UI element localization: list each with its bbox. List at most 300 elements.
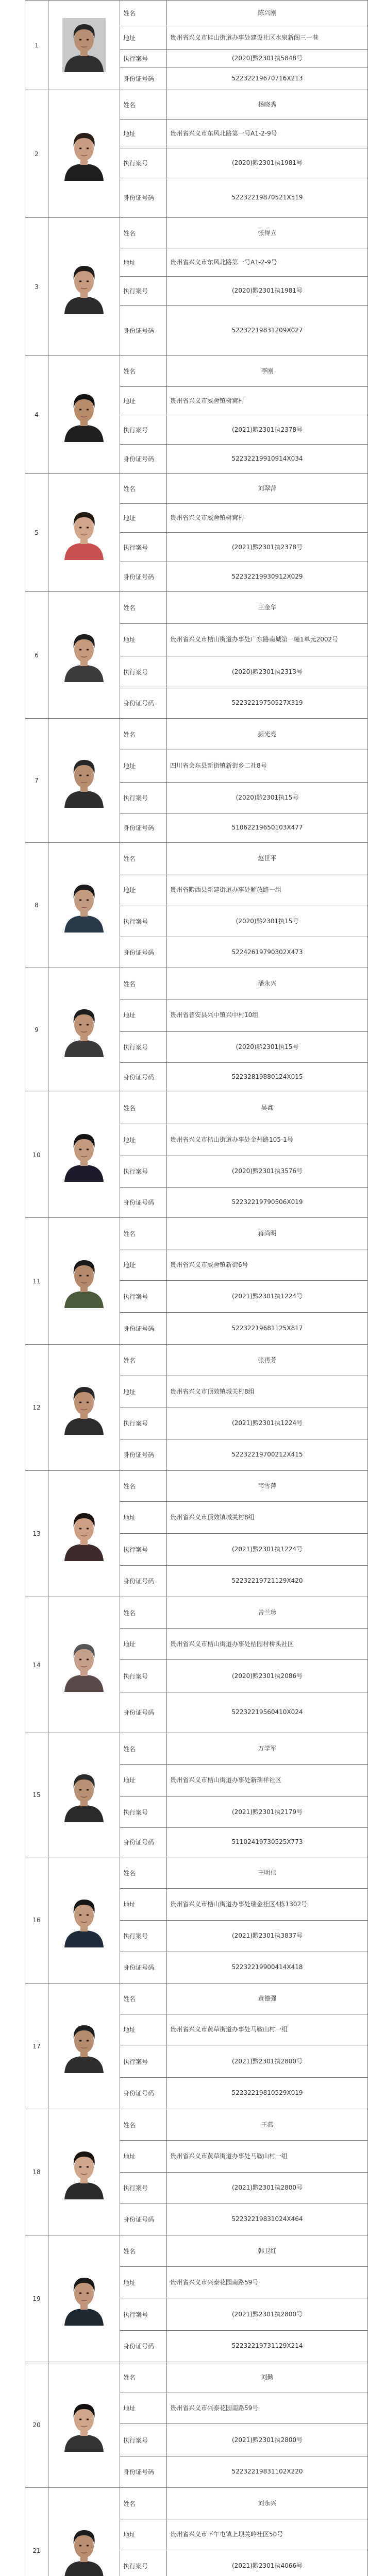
field-value-address [167,1765,368,1797]
field-value-case-no [167,2298,368,2330]
value-text: (2020)黔2301执15号 [236,917,299,925]
record-row-name [25,1733,368,1765]
portrait-photo [62,1381,106,1435]
field-value-case-no [167,906,368,937]
value-text: (2020)黔2301执3576号 [232,1167,303,1175]
field-label-case-no: 执行案号 [120,2172,167,2204]
portrait-cell [48,1857,120,1984]
field-label-id-no: 身份证号码 [120,813,167,842]
field-label-name: 姓名 [120,1857,167,1889]
value-text: (2020)黔2301执2313号 [232,668,303,675]
portrait-photo [62,506,106,560]
value-text: 52232219700212X415 [231,1451,303,1459]
field-value-address [167,1889,368,1920]
field-label-name: 姓名 [120,1471,167,1502]
value-text: 52232219681125X817 [231,1324,303,1332]
record-index: 18 [25,2109,48,2235]
value-text: 黄德强 [258,1995,277,2003]
field-value-case-no [167,1920,368,1952]
value-text: 52232219930912X029 [231,572,303,580]
roster-sheet [25,0,368,2576]
portrait-frame [52,1597,116,1733]
portrait-cell [48,1092,120,1218]
field-label-address: 地址 [120,1629,167,1660]
portrait-photo [62,18,106,72]
portrait-photo [62,1638,106,1692]
field-value-name [167,90,368,120]
portrait-cell [48,843,120,968]
value-text: 52232219731129X214 [231,2342,303,2350]
portrait-photo [62,2524,106,2576]
value-text: (2021)黔2301执2800号 [232,2436,303,2444]
record-row-name [25,1218,368,1249]
field-value-case-no [167,533,368,562]
field-value-address [167,2519,368,2550]
field-value-id-no [167,305,368,355]
field-label-id-no: 身份证号码 [120,1187,167,1217]
record-row-name [25,1471,368,1502]
record-index: 10 [25,1092,48,1218]
record-row-name [25,2109,368,2141]
field-label-name: 姓名 [120,843,167,874]
field-label-case-no: 执行案号 [120,49,167,67]
field-label-address: 地址 [120,2014,167,2045]
field-value-case-no [167,1408,368,1439]
field-label-id-no: 身份证号码 [120,1312,167,1344]
value-text: 王燕 [261,2121,274,2128]
field-label-id-no: 身份证号码 [120,2330,167,2362]
field-label-address: 地址 [120,1889,167,1920]
portrait-frame [52,1471,116,1597]
field-label-address: 地址 [120,624,167,656]
field-value-name [167,592,368,624]
field-value-address [167,504,368,533]
record-row-name [25,1857,368,1889]
field-label-name: 姓名 [120,474,167,504]
field-label-address: 地址 [120,1765,167,1797]
value-text: 蒋尚明 [258,1229,277,1237]
value-text: (2021)黔2301执1224号 [232,1419,303,1427]
value-text: 贵州省兴义市威舍镇树窝村 [170,397,245,404]
field-value-case-no [167,1534,368,1565]
field-label-id-no: 身份证号码 [120,178,167,217]
field-label-id-no: 身份证号码 [120,1439,167,1470]
value-text: 52232219831102X220 [231,2468,303,2476]
field-value-id-no [167,688,368,718]
value-text: 贵州省兴义市兴泰花园南路59号 [170,2278,259,2286]
field-value-case-no [167,2424,368,2456]
field-value-id-no [167,937,368,968]
field-label-name: 姓名 [120,2362,167,2393]
field-label-name: 姓名 [120,356,167,387]
value-text: (2021)黔2301执2800号 [232,2057,303,2065]
field-label-case-no: 执行案号 [120,1031,167,1062]
record-row-name [25,1,368,26]
value-text: (2020)黔2301执2086号 [232,1672,303,1680]
field-label-case-no: 执行案号 [120,1281,167,1312]
field-value-case-no [167,148,368,178]
value-text: (2021)黔2301执2800号 [232,2184,303,2192]
field-label-id-no: 身份证号码 [120,1827,167,1857]
field-value-name [167,218,368,248]
field-label-case-no: 执行案号 [120,2424,167,2456]
field-label-name: 姓名 [120,1984,167,2014]
portrait-photo [62,1254,106,1308]
value-text: (2021)黔2301执4066号 [232,2562,303,2570]
field-value-name [167,1092,368,1124]
record-index: 9 [25,968,48,1092]
field-value-name [167,2109,368,2141]
portrait-frame [52,356,116,473]
field-value-name [167,1,368,26]
field-label-case-no: 执行案号 [120,2298,167,2330]
roster-body [25,1,368,2576]
field-value-name [167,719,368,750]
portrait-cell [48,1345,120,1471]
field-value-address [167,1376,368,1408]
value-text: 四川省会东县新街镇新街乡二社8号 [170,762,267,770]
value-text: (2020)黔2301执5848号 [232,54,303,62]
field-label-name: 姓名 [120,1597,167,1629]
portrait-photo [62,260,106,314]
record-index: 11 [25,1218,48,1345]
field-value-id-no [167,1439,368,1470]
portrait-cell [48,1218,120,1345]
portrait-photo [62,2145,106,2199]
record-row-name [25,474,368,504]
value-text: 张得立 [258,229,277,236]
field-value-id-no [167,813,368,842]
field-value-address [167,1629,368,1660]
record-row-name [25,843,368,874]
portrait-cell [48,1597,120,1733]
value-text: (2020)黔2301执1981号 [232,287,303,295]
portrait-frame [52,2362,116,2487]
field-label-case-no: 执行案号 [120,1660,167,1692]
field-label-case-no: 执行案号 [120,656,167,688]
field-value-case-no [167,49,368,67]
field-value-case-no [167,1797,368,1827]
portrait-cell [48,2488,120,2576]
portrait-photo [62,127,106,181]
record-index: 15 [25,1733,48,1857]
value-text: 贵州省兴义市桔山街道办事处广东路南城第一幢1单元2002号 [170,636,339,643]
value-text: 韩卫红 [258,2247,277,2255]
record-index: 17 [25,1984,48,2109]
record-row-name [25,90,368,120]
field-value-name [167,968,368,999]
field-value-name [167,1471,368,1502]
field-label-id-no: 身份证号码 [120,2204,167,2235]
field-label-name: 姓名 [120,2235,167,2267]
field-value-address [167,2393,368,2424]
record-row-name [25,2235,368,2267]
record-index: 8 [25,843,48,968]
portrait-frame [52,90,116,217]
field-value-name [167,1984,368,2014]
field-label-address: 地址 [120,1124,167,1156]
value-text: 52232819880124X015 [231,1073,303,1081]
record-row-name [25,1984,368,2014]
portrait-frame [52,1984,116,2109]
value-text: 52232219721129X420 [231,1577,303,1585]
record-index: 1 [25,1,48,90]
field-value-id-no [167,1312,368,1344]
record-row-name [25,218,368,248]
field-value-id-no [167,178,368,217]
portrait-photo [62,628,106,682]
field-value-address [167,2267,368,2298]
value-text: 刘翠萍 [258,485,277,493]
portrait-frame [52,1218,116,1344]
value-text: 曾兰珍 [258,1608,277,1616]
value-text: 52232219750527X319 [231,699,303,707]
field-value-case-no [167,2550,368,2576]
field-label-id-no: 身份证号码 [120,67,167,90]
record-index: 6 [25,592,48,719]
value-text: 贵州省兴义市东风北路第一号A1-2-9号 [170,258,277,266]
value-text: 52232219670716X213 [231,74,303,82]
field-label-address: 地址 [120,504,167,533]
value-text: 万学军 [258,1744,277,1752]
portrait-frame [52,1733,116,1857]
field-value-address [167,26,368,49]
portrait-frame [52,2235,116,2362]
field-label-case-no: 执行案号 [120,2550,167,2576]
field-label-address: 地址 [120,874,167,906]
field-value-case-no [167,1281,368,1312]
field-value-name [167,2362,368,2393]
field-label-name: 姓名 [120,1345,167,1376]
portrait-cell [48,356,120,474]
field-label-name: 姓名 [120,2488,167,2519]
value-text: 刘勤 [261,2374,274,2381]
value-text: 贵州省兴义市威舍镇树窝村 [170,514,245,522]
portrait-cell [48,218,120,356]
roster-table [25,0,368,2576]
portrait-frame [52,474,116,591]
field-value-case-no [167,782,368,813]
portrait-photo [62,2272,106,2326]
portrait-frame [52,719,116,842]
field-value-name [167,1345,368,1376]
field-value-address [167,874,368,906]
field-value-address [167,248,368,277]
field-value-address [167,2014,368,2045]
record-index: 5 [25,474,48,592]
record-row-name [25,1092,368,1124]
portrait-photo [62,388,106,442]
value-text: 52232219910914X034 [231,455,303,463]
portrait-cell [48,2109,120,2235]
field-value-id-no [167,67,368,90]
field-label-address: 地址 [120,750,167,782]
value-text: (2021)黔2301执1224号 [232,1546,303,1553]
field-label-address: 地址 [120,387,167,415]
value-text: (2021)黔2301执2800号 [232,2310,303,2318]
portrait-frame [52,1,116,90]
portrait-frame [52,218,116,355]
record-row-name [25,968,368,999]
value-text: 贵州省兴义市桔山街道办事处金州路105-1号 [170,1136,293,1143]
field-label-address: 地址 [120,2519,167,2550]
portrait-frame [52,968,116,1092]
field-value-case-no [167,1660,368,1692]
value-text: (2021)黔2301执2378号 [232,543,303,551]
value-text: 贵州省兴义市桔山街道办事处瑞金社区4栋1302号 [170,1900,308,1908]
field-label-id-no: 身份证号码 [120,1565,167,1597]
portrait-frame [52,1092,116,1217]
field-label-address: 地址 [120,1376,167,1408]
record-row-name [25,1345,368,1376]
record-row-name [25,719,368,750]
portrait-photo [62,2398,106,2452]
portrait-photo [62,754,106,808]
record-row-name [25,592,368,624]
portrait-cell [48,1,120,90]
field-value-name [167,843,368,874]
value-text: 52232219870521X519 [231,194,303,201]
record-index: 3 [25,218,48,356]
field-label-case-no: 执行案号 [120,906,167,937]
value-text: 贵州省兴义市黄草街道办事处马鞍山村一组 [170,2152,288,2160]
field-label-name: 姓名 [120,1218,167,1249]
field-label-address: 地址 [120,2267,167,2298]
portrait-photo [62,1507,106,1561]
value-text: (2020)黔2301执15号 [236,1043,299,1050]
field-value-address [167,2141,368,2172]
record-index: 14 [25,1597,48,1733]
field-label-address: 地址 [120,2393,167,2424]
value-text: (2021)黔2301执2378号 [232,426,303,433]
field-value-address [167,1502,368,1534]
value-text: 赵世平 [258,854,277,862]
value-text: 贵州省兴义市威舍镇新街6号 [170,1261,248,1268]
value-text: 贵州省兴义市顶效镇城关村8组 [170,1387,255,1395]
field-value-case-no [167,1156,368,1187]
portrait-frame [52,2488,116,2576]
value-text: 贵州省兴义市兴泰花园南路59号 [170,2404,259,2412]
record-index: 7 [25,719,48,843]
record-index: 13 [25,1471,48,1597]
portrait-cell [48,1471,120,1597]
field-label-case-no: 执行案号 [120,1797,167,1827]
field-label-name: 姓名 [120,218,167,248]
record-index: 19 [25,2235,48,2362]
field-label-id-no: 身份证号码 [120,1952,167,1983]
record-index: 21 [25,2488,48,2576]
field-label-id-no: 身份证号码 [120,1692,167,1733]
value-text: 吴鑫 [261,1104,274,1112]
record-index: 16 [25,1857,48,1984]
field-value-name [167,1857,368,1889]
portrait-cell [48,90,120,218]
field-label-address: 地址 [120,26,167,49]
value-text: 贵州省兴义市桂山街道办事处建设社区水泉新阁三一巷 [170,33,319,41]
field-label-case-no: 执行案号 [120,1156,167,1187]
field-label-address: 地址 [120,120,167,148]
field-value-address [167,624,368,656]
field-label-name: 姓名 [120,1,167,26]
value-text: 王明伟 [258,1869,277,1876]
field-label-id-no: 身份证号码 [120,305,167,355]
field-label-address: 地址 [120,2141,167,2172]
value-text: (2021)黔2301执1224号 [232,1293,303,1300]
field-value-id-no [167,1187,368,1217]
field-label-id-no: 身份证号码 [120,937,167,968]
value-text: 52232219810529X019 [231,2089,303,2097]
portrait-photo [62,1768,106,1822]
value-text: 贵州省黔西县新建街道办事处解放路一组 [170,886,282,893]
value-text: 贵州省兴义市下午屯镇上坝关岭社区50号 [170,2531,283,2538]
portrait-cell [48,968,120,1092]
portrait-frame [52,592,116,718]
field-value-case-no [167,1031,368,1062]
value-text: 王金华 [258,604,277,612]
value-text: (2020)黔2301执15号 [236,793,299,801]
value-text: 52232219831209X027 [231,326,303,334]
field-value-address [167,120,368,148]
field-label-case-no: 执行案号 [120,1408,167,1439]
field-label-address: 地址 [120,1502,167,1534]
field-label-id-no: 身份证号码 [120,2456,167,2487]
value-text: (2021)黔2301执2179号 [232,1808,303,1816]
portrait-cell [48,1984,120,2109]
portrait-frame [52,1857,116,1983]
portrait-cell [48,2362,120,2488]
field-value-case-no [167,2045,368,2077]
field-label-case-no: 执行案号 [120,533,167,562]
value-text: 52232219560410X024 [231,1708,303,1716]
value-text: 陈兴刚 [258,9,277,17]
field-value-id-no [167,2330,368,2362]
field-label-address: 地址 [120,1249,167,1281]
portrait-cell [48,2235,120,2362]
field-value-case-no [167,277,368,305]
field-label-id-no: 身份证号码 [120,2077,167,2109]
field-label-name: 姓名 [120,592,167,624]
value-text: 贵州省兴义市桔山街道办事处新瑞祥社区 [170,1776,282,1784]
field-value-id-no [167,1565,368,1597]
field-label-case-no: 执行案号 [120,782,167,813]
value-text: 潘永兴 [258,979,277,987]
field-label-id-no: 身份证号码 [120,562,167,591]
value-text: 张再芳 [258,1356,277,1364]
field-value-id-no [167,1827,368,1857]
field-label-case-no: 执行案号 [120,148,167,178]
value-text: 贵州省兴义市黄草街道办事处马鞍山村一组 [170,2026,288,2033]
value-text: 贵州省兴义市东风北路第一号A1-2-9号 [170,130,277,138]
field-label-address: 地址 [120,248,167,277]
value-text: 52232219900414X418 [231,1963,303,1971]
field-value-case-no [167,2172,368,2204]
portrait-frame [52,843,116,968]
field-value-name [167,2235,368,2267]
field-label-id-no: 身份证号码 [120,1062,167,1092]
record-row-name [25,1597,368,1629]
value-text: 51102419730525X773 [231,1838,303,1846]
field-value-case-no [167,415,368,444]
field-label-name: 姓名 [120,1733,167,1765]
field-label-name: 姓名 [120,2109,167,2141]
field-label-case-no: 执行案号 [120,415,167,444]
value-text: 贵州省普安县兴中镇兴中村10组 [170,1011,259,1019]
field-value-address [167,387,368,415]
field-value-id-no [167,2077,368,2109]
value-text: (2021)黔2301执3837号 [232,1932,303,1940]
field-value-case-no [167,656,368,688]
field-value-name [167,1733,368,1765]
